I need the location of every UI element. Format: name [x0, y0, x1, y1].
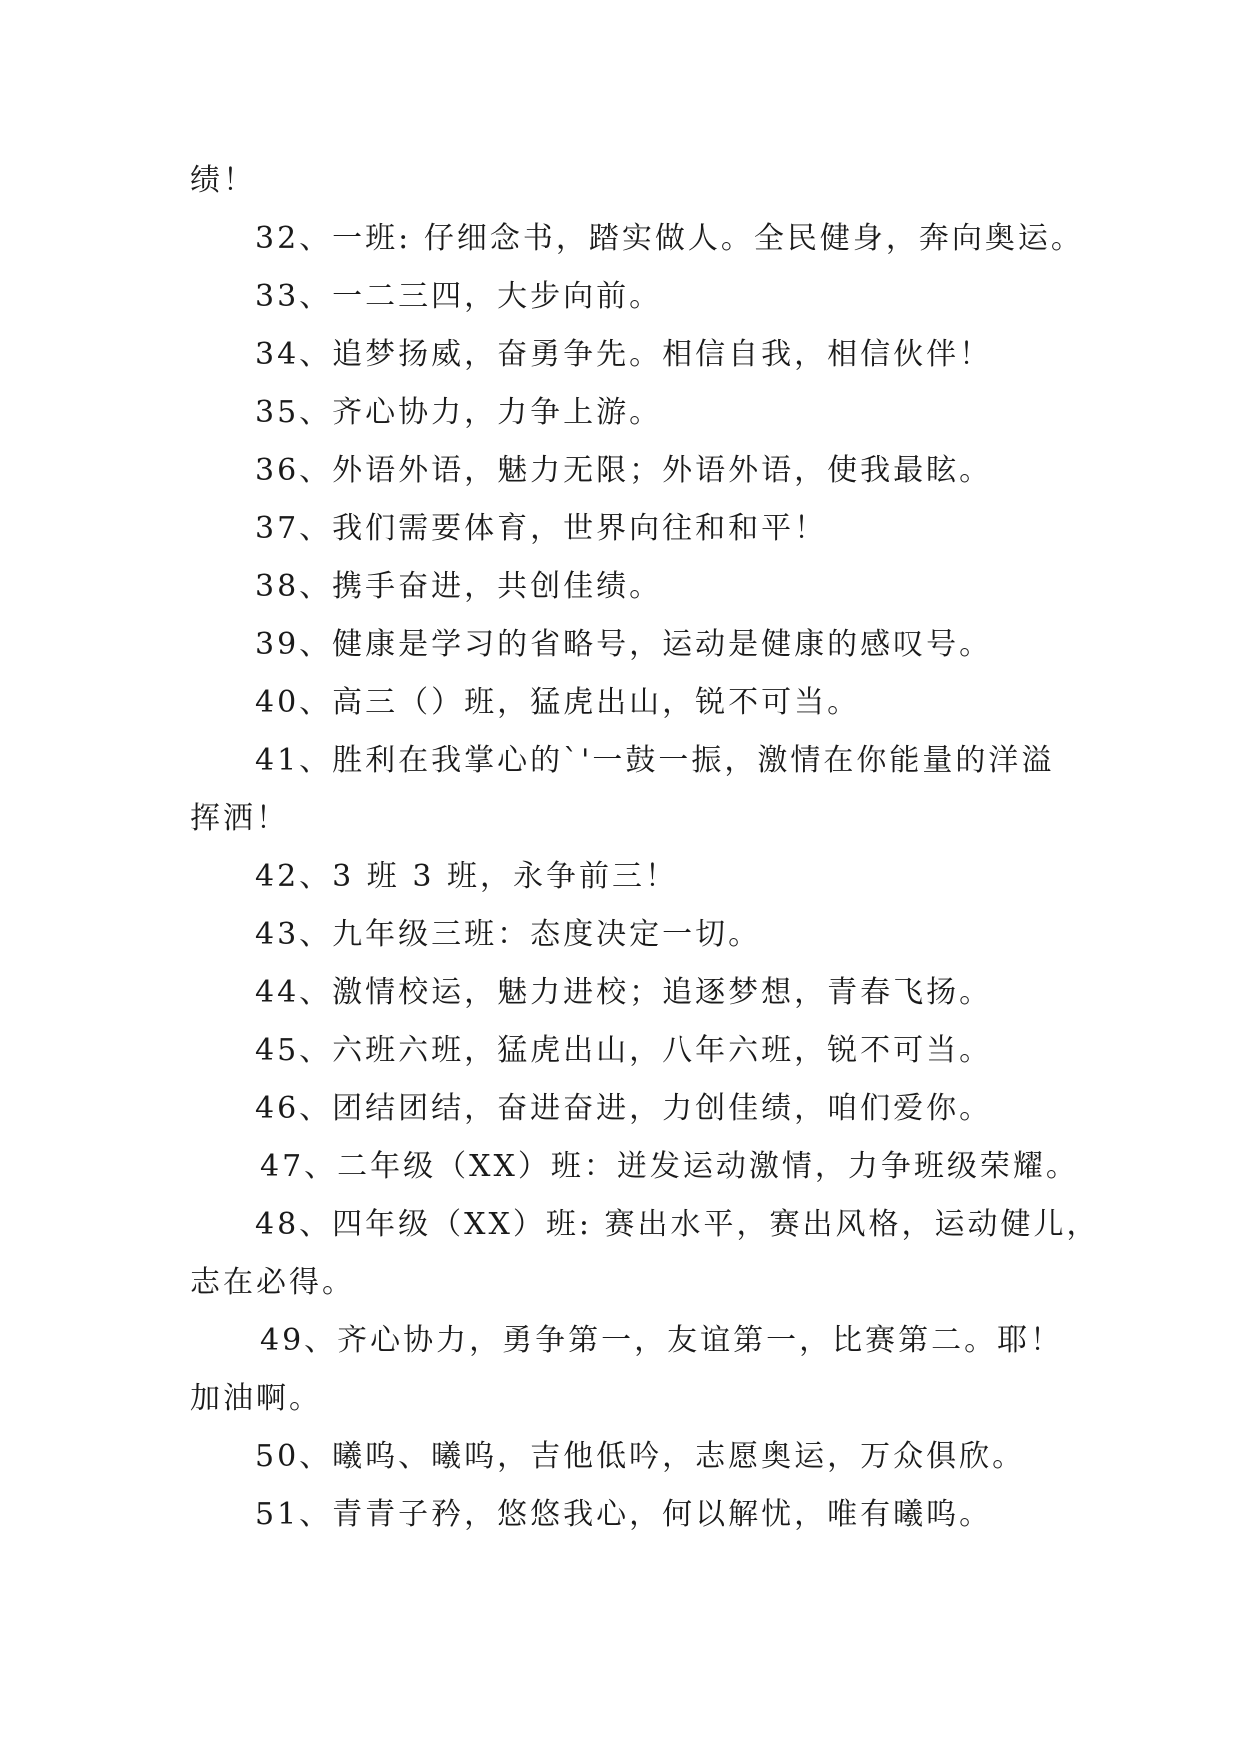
slogan-50: 50、曦呜、曦呜，吉他低吟，志愿奥运，万众俱欣。 [255, 1439, 1026, 1474]
slogan-48: 48、四年级（XX）班: 赛出水平，赛出风格，运动健儿， [255, 1207, 1100, 1242]
document-body [190, 152, 1100, 1544]
slogan-32: 32、一班: 仔细念书，踏实做人。全民健身，奔向奥运。 [255, 221, 1084, 256]
slogan-38: 38、携手奋进，共创佳绩。 [255, 569, 663, 604]
slogan-48-continued: 志在必得。 [190, 1265, 355, 1300]
slogan-34: 34、追梦扬威，奋勇争先。相信自我，相信伙伴！ [255, 337, 993, 372]
slogan-43: 43、九年级三班：态度决定一切。 [255, 917, 762, 952]
slogan-47: 47、二年级（XX）班：迸发运动激情，力争班级荣耀。 [260, 1149, 1079, 1184]
slogan-46: 46、团结团结，奋进奋进，力创佳绩，咱们爱你。 [255, 1091, 993, 1126]
slogan-45: 45、六班六班，猛虎出山，八年六班，锐不可当。 [255, 1033, 993, 1068]
slogan-37: 37、我们需要体育，世界向往和和平！ [255, 511, 828, 546]
slogan-36: 36、外语外语，魅力无限；外语外语，使我最眩。 [255, 453, 993, 488]
slogan-40: 40、高三（）班，猛虎出山，锐不可当。 [255, 685, 861, 720]
slogan-49-continued: 加油啊。 [190, 1381, 322, 1416]
text-line: 绩！ [190, 163, 256, 198]
slogan-42: 42、3 班 3 班，永争前三！ [255, 859, 678, 894]
slogan-41: 41、胜利在我掌心的`'一鼓一振，激情在你能量的洋溢 [255, 743, 1055, 778]
slogan-44: 44、激情校运，魅力进校；追逐梦想，青春飞扬。 [255, 975, 993, 1010]
slogan-41-continued: 挥洒！ [190, 801, 289, 836]
slogan-49: 49、齐心协力，勇争第一，友谊第一，比赛第二。耶！ [260, 1323, 1064, 1358]
slogan-39: 39、健康是学习的省略号，运动是健康的感叹号。 [255, 627, 993, 662]
slogan-51: 51、青青子矜，悠悠我心，何以解忧，唯有曦呜。 [255, 1497, 993, 1532]
slogan-33: 33、一二三四，大步向前。 [255, 279, 663, 314]
slogan-35: 35、齐心协力，力争上游。 [255, 395, 663, 430]
